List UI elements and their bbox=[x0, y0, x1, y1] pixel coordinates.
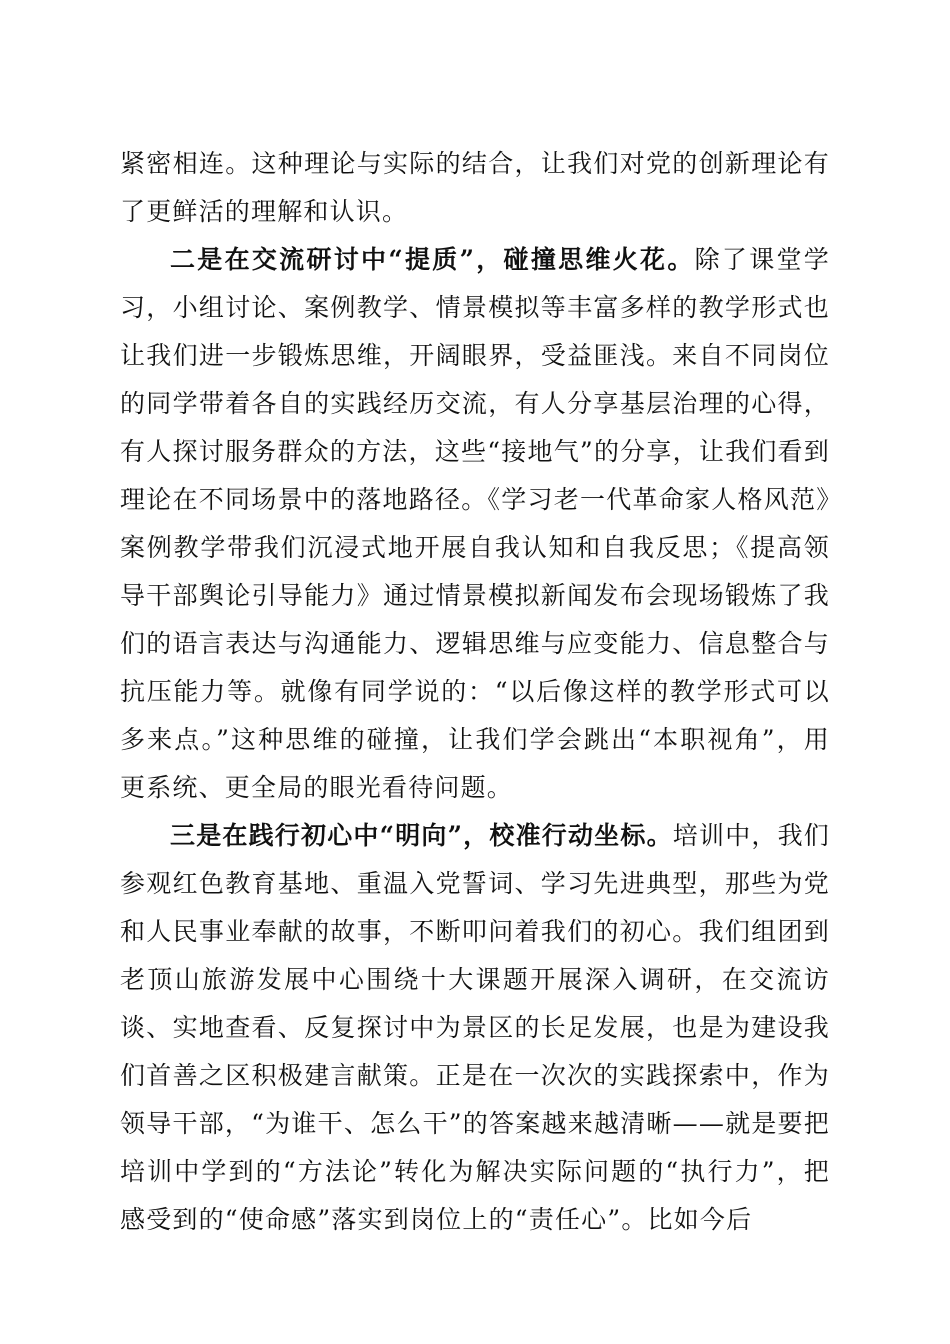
paragraph-lead-heading: 二是在交流研讨中“提质”，碰撞思维火花。 bbox=[170, 245, 695, 274]
paragraph-text: 紧密相连。这种理论与实际的结合，让我们对党的创新理论有了更鲜活的理解和认识。 bbox=[120, 149, 830, 226]
paragraph-text: 培训中，我们参观红色教育基地、重温入党誓词、学习先进典型，那些为党和人民事业奉献的故事，不断叩问着我们的初心。我们组团到老顶山旅游发展中心围绕十大课题开展深入调研，在交流访谈、实地查看、反复探讨中为景区的长足发展，也是为建设我们首善之区积极建言献策。正是在一次次的实践探索中，作为领导干部，“为谁干、怎么干”的答案越来越清晰——就是要把培训中学到的“方法论”转化为解决实际问题的“执行力”，把感受到的“使命感”落实到岗位上的“责任心”。比如今后 bbox=[120, 821, 831, 1234]
paragraph-point-three bbox=[120, 812, 830, 1244]
paragraph-point-two bbox=[120, 236, 830, 812]
paragraph-lead-heading: 三是在践行初心中“明向”，校准行动坐标。 bbox=[170, 821, 673, 850]
document-body bbox=[120, 140, 830, 1244]
paragraph-continuation bbox=[120, 140, 830, 236]
paragraph-text: 除了课堂学习，小组讨论、案例教学、情景模拟等丰富多样的教学形式也让我们进一步锻炼思维，开阔眼界，受益匪浅。来自不同岗位的同学带着各自的实践经历交流，有人分享基层治理的心得，有人探讨服务群众的方法，这些“接地气”的分享，让我们看到理论在不同场景中的落地路径。《学习老一代革命家人格风范》案例教学带我们沉浸式地开展自我认知和自我反思；《提高领导干部舆论引导能力》通过情景模拟新闻发布会现场锻炼了我们的语言表达与沟通能力、逻辑思维与应变能力、信息整合与抗压能力等。就像有同学说的：“以后像这样的教学形式可以多来点。”这种思维的碰撞，让我们学会跳出“本职视角”，用更系统、更全局的眼光看待问题。 bbox=[120, 245, 830, 802]
